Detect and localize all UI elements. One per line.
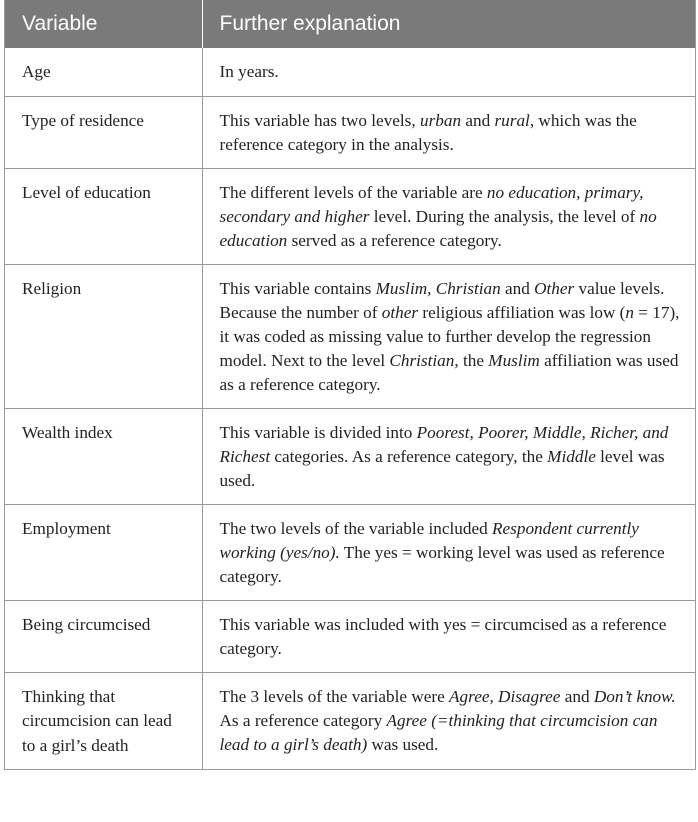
variables-table-container [4, 0, 696, 770]
italic-text: Respondent currently working (yes/no). [219, 518, 639, 562]
header-row [5, 0, 695, 48]
variable-cell: Level of education [5, 168, 202, 264]
table-row [5, 264, 695, 408]
explanation-cell [202, 96, 695, 168]
italic-text: Muslim [488, 350, 540, 370]
table-row [5, 672, 695, 769]
text-run: The different levels of the variable are [219, 182, 487, 202]
explanation-cell [202, 600, 695, 672]
italic-text: Muslim, Christian [375, 278, 501, 298]
table-row [5, 48, 695, 96]
text-run: and [461, 110, 495, 130]
text-run: and [560, 686, 594, 706]
text-run: The 3 levels of the variable were [219, 686, 450, 706]
text-run: = 17), it was coded as missing value to further develop the regression model. Next to the level [219, 302, 680, 370]
explanation-cell [202, 168, 695, 264]
header-variable: Variable [5, 0, 202, 48]
variables-table [5, 0, 695, 769]
text-run: This variable contains [219, 278, 376, 298]
table-row [5, 504, 695, 600]
italic-text: Other [534, 278, 575, 298]
text-run: categories. As a reference category, the [270, 446, 548, 466]
explanation-cell [202, 504, 695, 600]
text-run: , which was the reference category in the analysis. [219, 110, 637, 154]
text-run: was used. [367, 734, 439, 754]
variable-cell: Employment [5, 504, 202, 600]
text-run: and [500, 278, 535, 298]
variable-cell: Religion [5, 264, 202, 408]
text-run: In years. [219, 62, 279, 81]
header-further-explanation: Further explanation [202, 0, 695, 48]
explanation-cell [202, 48, 695, 96]
italic-text: urban [419, 110, 462, 130]
italic-text: other [381, 302, 419, 322]
variable-cell: Thinking that circumcision can lead to a girl’s death [5, 672, 202, 769]
variable-cell: Type of residence [5, 96, 202, 168]
italic-text: Agree (=thinking that circumcision can lead to a girl’s death) [219, 710, 658, 754]
italic-text: Poorest, Poorer, Middle, Richer, and Richest [219, 422, 669, 466]
text-run: This variable was included with yes = circumcised as a reference category. [219, 614, 667, 658]
text-run: value levels. Because the number of [219, 278, 665, 322]
italic-text: Agree, Disagree [449, 686, 561, 706]
italic-text: no education [219, 206, 657, 250]
table-row [5, 168, 695, 264]
italic-text: n [625, 302, 634, 322]
table-row [5, 600, 695, 672]
text-run: served as a reference category. [287, 230, 502, 250]
italic-text: Don’t know. [593, 686, 676, 706]
italic-text: rural [494, 110, 530, 130]
explanation-cell [202, 264, 695, 408]
text-run: The yes = working level was used as reference category. [219, 542, 665, 586]
text-run: level was used. [219, 446, 665, 490]
variable-cell: Age [5, 48, 202, 96]
table-body [5, 48, 695, 769]
text-run: religious affiliation was low ( [418, 302, 626, 322]
italic-text: no education, primary, secondary and higher [219, 182, 644, 226]
explanation-cell [202, 672, 695, 769]
variable-cell: Wealth index [5, 408, 202, 504]
table-header [5, 0, 695, 48]
italic-text: Christian, [389, 350, 459, 370]
text-run: affiliation was used as a reference category. [219, 350, 679, 394]
variable-cell: Being circumcised [5, 600, 202, 672]
text-run: As a reference category [219, 710, 387, 730]
text-run: level. During the analysis, the level of [369, 206, 640, 226]
text-run: This variable has two levels, [219, 110, 420, 130]
text-run: The two levels of the variable included [219, 518, 493, 538]
table-row [5, 96, 695, 168]
text-run: This variable is divided into [219, 422, 417, 442]
italic-text: Middle [547, 446, 596, 466]
table-row [5, 408, 695, 504]
explanation-cell [202, 408, 695, 504]
text-run: the [458, 350, 489, 370]
